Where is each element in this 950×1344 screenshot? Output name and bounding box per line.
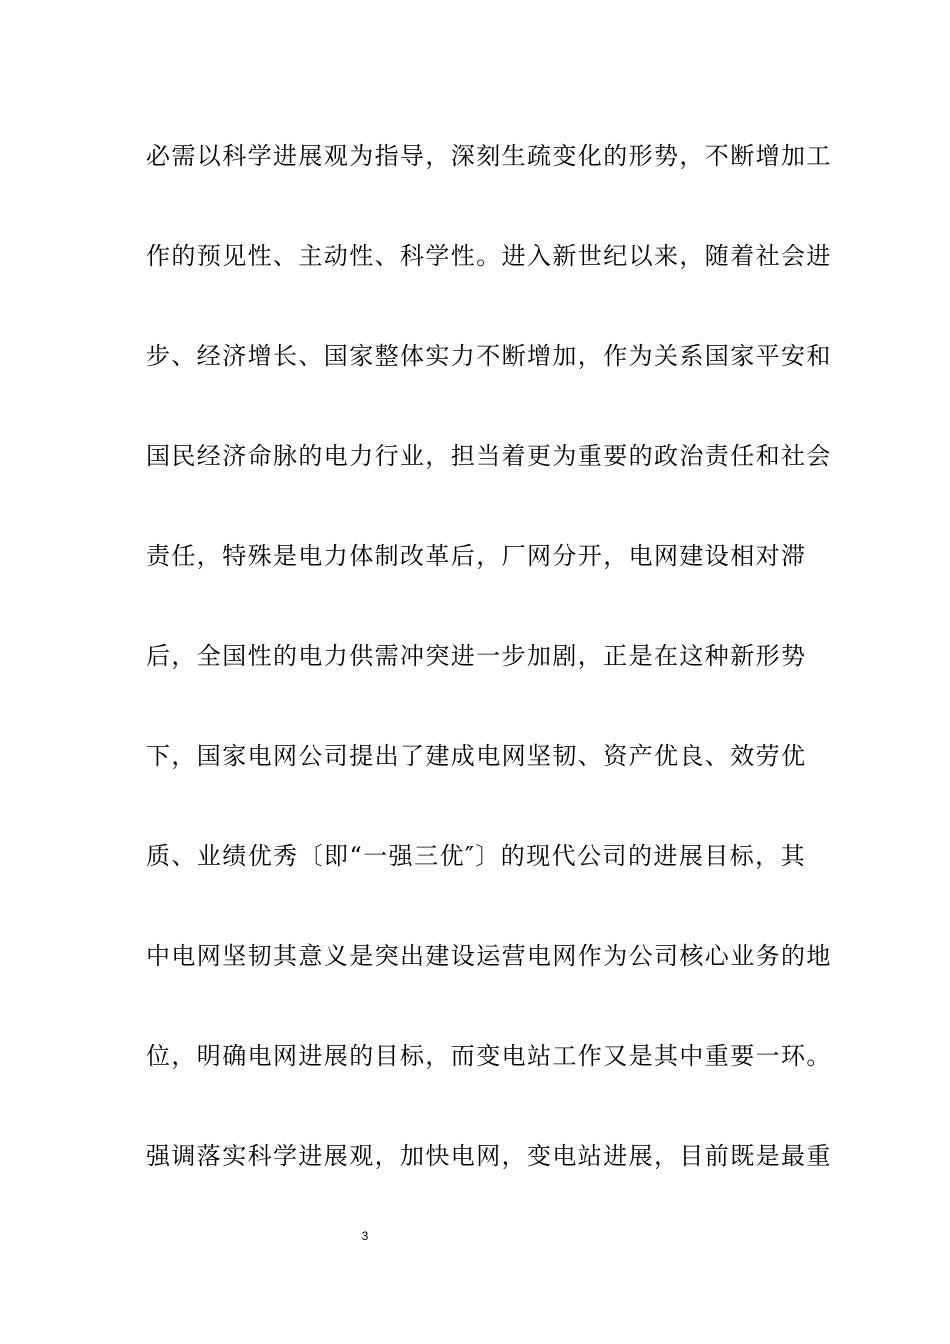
text-line: 位，明确电网进展的目标，而变电站工作又是其中重要一环。 bbox=[146, 1042, 832, 1070]
text-line: 中电网坚韧其意义是突出建设运营电网作为公司核心业务的地 bbox=[146, 942, 832, 970]
text-line: 下，国家电网公司提出了建成电网坚韧、资产优良、效劳优 bbox=[146, 742, 807, 770]
text-line: 步、经济增长、国家整体实力不断增加，作为关系国家平安和 bbox=[146, 342, 832, 370]
text-line: 质、业绩优秀〔即“一强三优″〕的现代公司的进展目标，其 bbox=[146, 842, 806, 870]
text-line: 必需以科学进展观为指导，深刻生疏变化的形势，不断增加工 bbox=[146, 142, 832, 170]
text-line: 责任，特殊是电力体制改革后，厂网分开，电网建设相对滞 bbox=[146, 542, 807, 570]
text-line: 后，全国性的电力供需冲突进一步加剧，正是在这种新形势 bbox=[146, 642, 807, 670]
text-line: 强调落实科学进展观，加快电网，变电站进展，目前既是最重 bbox=[146, 1142, 832, 1170]
text-line: 国民经济命脉的电力行业，担当着更为重要的政治责任和社会 bbox=[146, 442, 832, 470]
page-number: 3 bbox=[361, 1229, 369, 1243]
text-line: 作的预见性、主动性、科学性。进入新世纪以来，随着社会进 bbox=[146, 242, 832, 270]
